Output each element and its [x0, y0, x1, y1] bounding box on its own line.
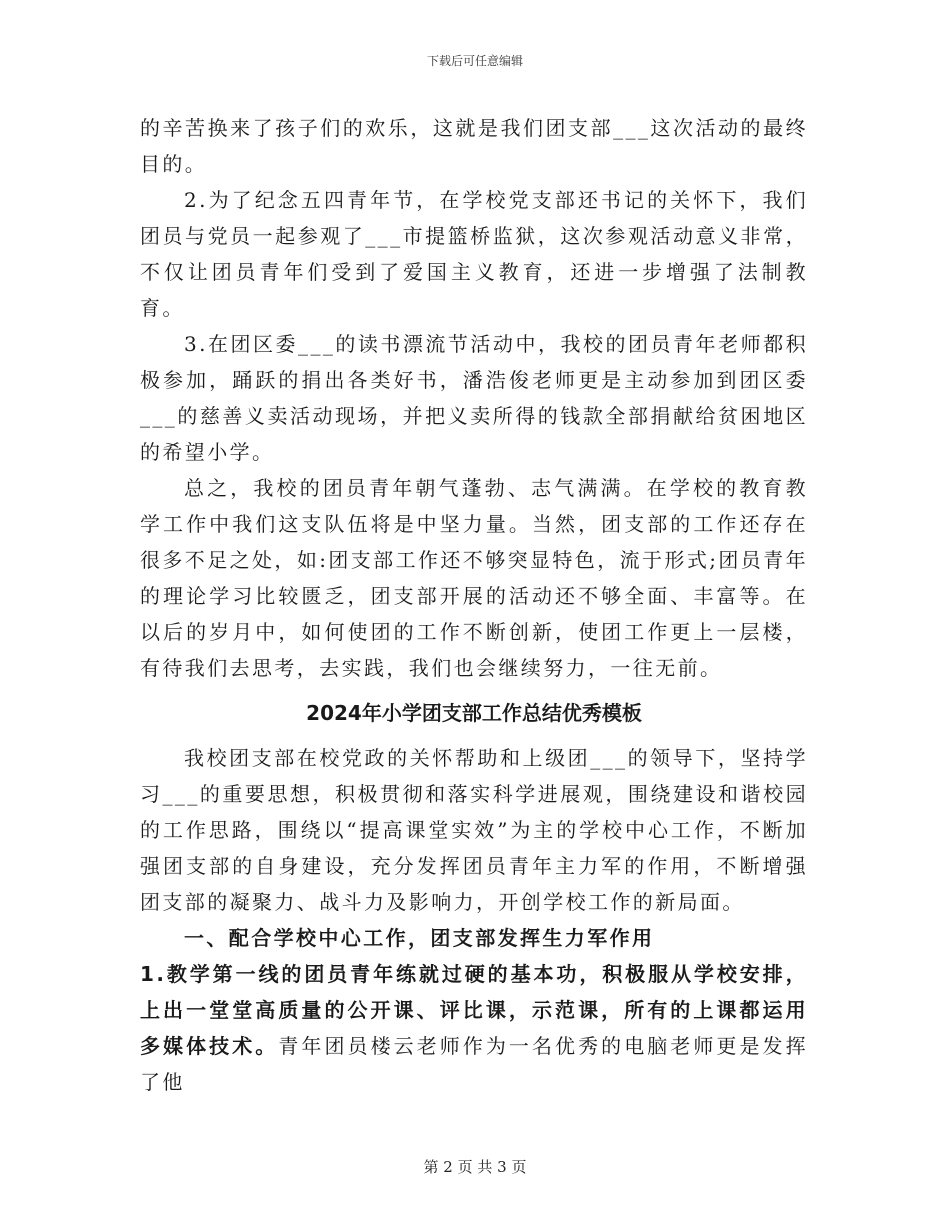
page-footer: 第 2 页 共 3 页 [423, 1158, 527, 1176]
item-1-bold-text: 1.教学第一线的团员青年练就过硬的基本功，积极服从学校安排，上出一堂堂高质量的公开课、评比课，示范课，所有的上课都运用多媒体技术。 [140, 962, 808, 1058]
document-body [140, 110, 808, 1100]
page-header: 下载后可任意编辑 [426, 54, 523, 68]
item-1-normal-text: 青年团员楼云老师作为一名优秀的电脑老师更是发挥了他 [140, 1034, 808, 1094]
paragraph-item-3: 3.在团区委___的读书漂流节活动中，我校的团员青年老师都积极参加，踊跃的捐出各类好书，潘浩俊老师更是主动参加到团区委___的慈善义卖活动现场，并把义卖所得的钱款全部捐献给贫困地区的希望小学。 [140, 332, 808, 464]
heading-1: 一、配合学校中心工作，团支部发挥生力军作用 [184, 926, 655, 950]
paragraph-continuation: 的辛苦换来了孩子们的欢乐，这就是我们团支部___这次活动的最终目的。 [140, 116, 808, 176]
section-title: 2024年小学团支部工作总结优秀模板 [306, 701, 642, 725]
item-1-paragraph [140, 956, 808, 1100]
intro-paragraph: 我校团支部在校党政的关怀帮助和上级团___的领导下，坚持学习___的重要思想，积极贯彻和落实科学进展观，围绕建设和谐校园的工作思路，围绕以“提高课堂实效”为主的学校中心工作，不断加强团支部的自身建设，充分发挥团员青年主力军的作用，不断增强团支部的凝聚力、战斗力及影响力，开创学校工作的新局面。 [140, 746, 808, 914]
paragraph-summary: 总之，我校的团员青年朝气蓬勃、志气满满。在学校的教育教学工作中我们这支队伍将是中坚力量。当然，团支部的工作还存在很多不足之处，如:团支部工作还不够突显特色，流于形式;团员青年的理论学习比较匮乏，团支部开展的活动还不够全面、丰富等。在以后的岁月中，如何使团的工作不断创新，使团工作更上一层楼，有待我们去思考，去实践，我们也会继续努力，一往无前。 [140, 476, 808, 680]
paragraph-item-2: 2.为了纪念五四青年节，在学校党支部还书记的关怀下，我们团员与党员一起参观了___市提篮桥监狱，这次参观活动意义非常，不仅让团员青年们受到了爱国主义教育，还进一步增强了法制教育。 [140, 188, 808, 320]
